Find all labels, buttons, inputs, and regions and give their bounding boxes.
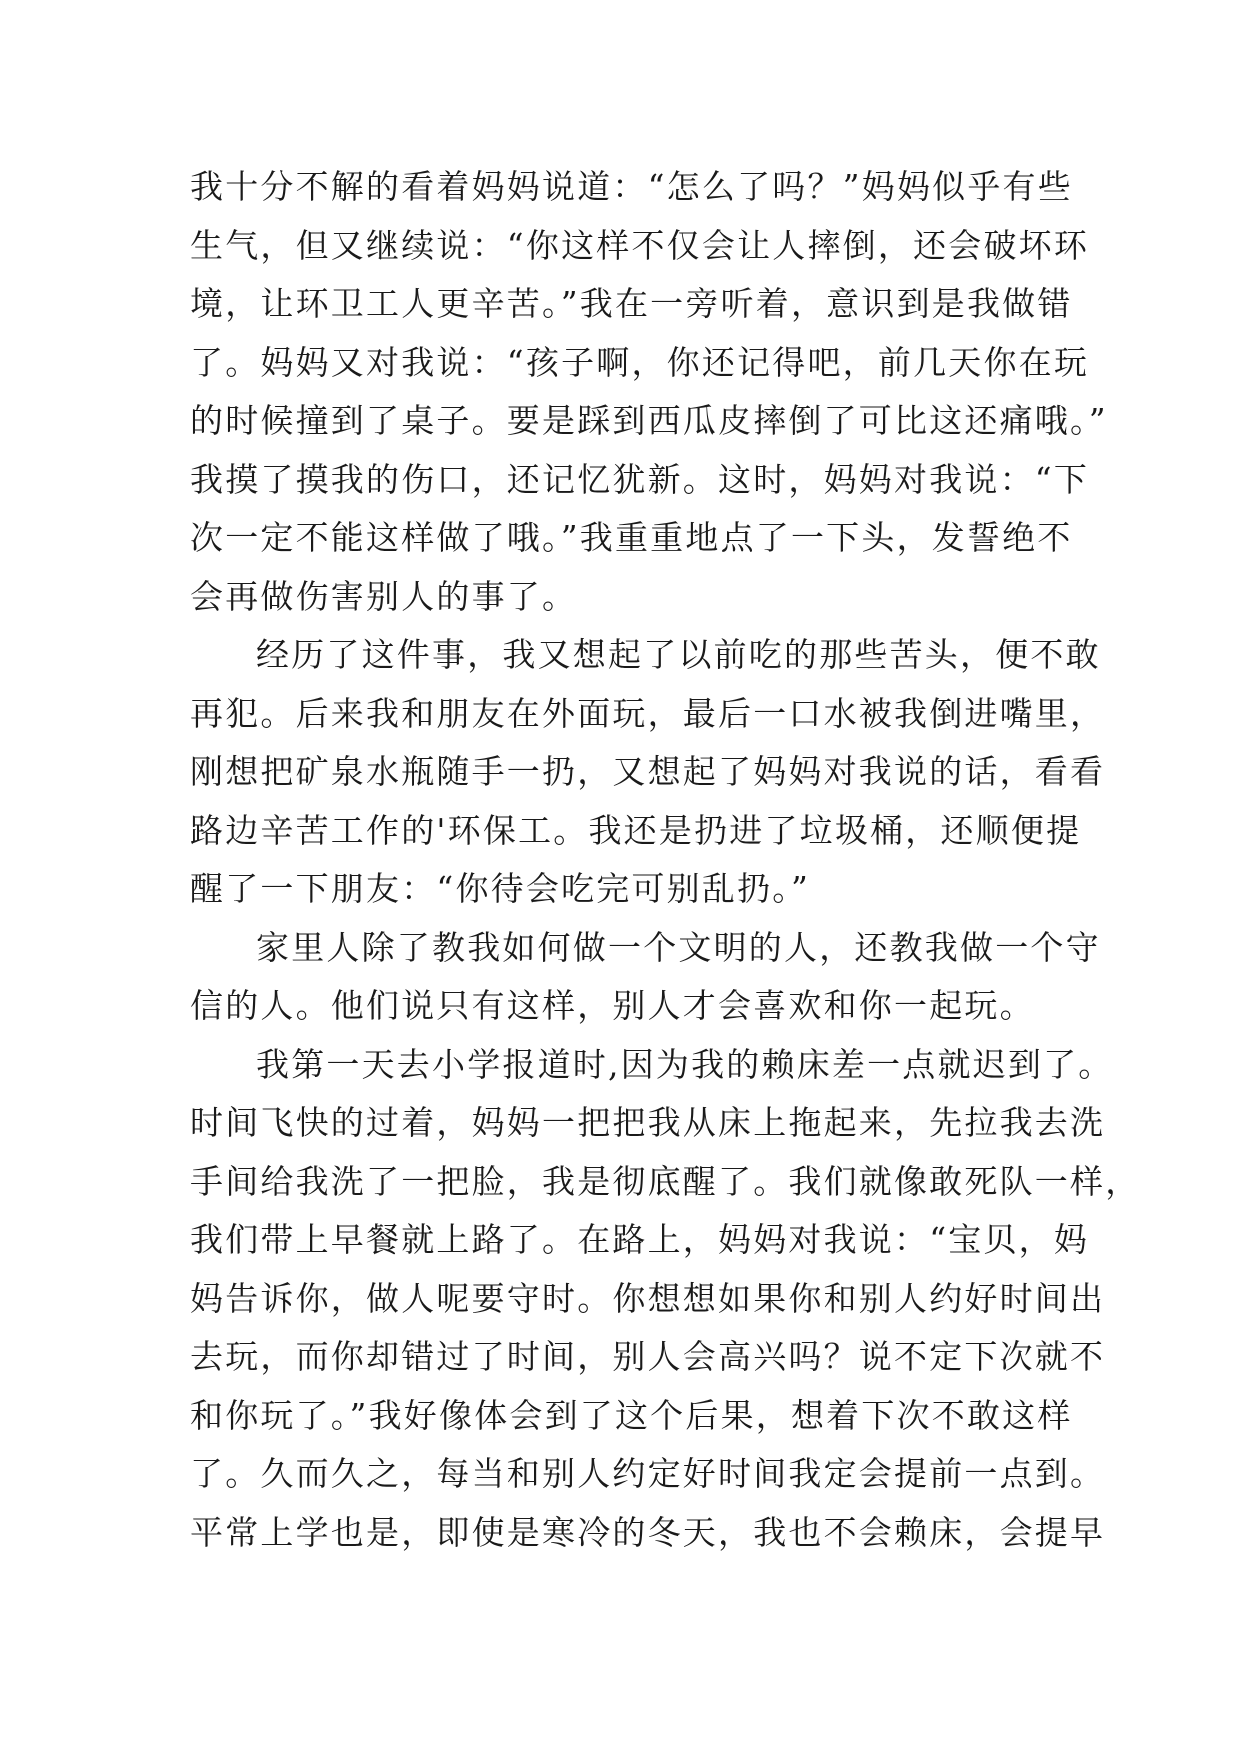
text-line: 我们带上早餐就上路了。在路上，妈妈对我说：“宝贝，妈 (190, 1220, 1090, 1259)
text-line: 境，让环卫工人更辛苦。”我在一旁听着，意识到是我做错 (190, 284, 1073, 323)
text-line: 信的人。他们说只有这样，别人才会喜欢和你一起玩。 (190, 986, 1035, 1025)
text-line: 了。妈妈又对我说：“孩子啊，你还记得吧，前几天你在玩 (190, 342, 1090, 382)
text-line: 的时候撞到了桌子。要是踩到西瓜皮摔倒了可比这还痛哦。” (190, 401, 1108, 440)
text-line: 经历了这件事，我又想起了以前吃的那些苦头，便不敢 (256, 635, 1101, 674)
text-line: 去玩，而你却错过了时间，别人会高兴吗？说不定下次就不 (190, 1337, 1106, 1376)
text-line: 会再做伤害别人的事了。 (190, 576, 578, 616)
text-line: 时间飞快的过着，妈妈一把把我从床上拖起来，先拉我去洗 (190, 1103, 1106, 1142)
essay-body (190, 158, 1141, 1562)
text-line: 路边辛苦工作的'环保工。我还是扔进了垃圾桶，还顺便提 (190, 810, 1082, 850)
text-line: 手间给我洗了一把脸，我是彻底醒了。我们就像敢死队一样， (190, 1161, 1141, 1201)
text-line: 平常上学也是，即使是寒冷的冬天，我也不会赖床，会提早 (190, 1512, 1106, 1552)
text-line: 了。久而久之，每当和别人约定好时间我定会提前一点到。 (190, 1454, 1106, 1493)
text-line: 醒了一下朋友：“你待会吃完可别乱扔。” (190, 869, 811, 908)
text-line: 再犯。后来我和朋友在外面玩，最后一口水被我倒进嘴里， (190, 693, 1106, 733)
text-line: 我十分不解的看着妈妈说道：“怎么了吗？”妈妈似乎有些 (190, 167, 1073, 206)
text-line: 家里人除了教我如何做一个文明的人，还教我做一个守 (256, 927, 1101, 967)
text-line: 我摸了摸我的伤口，还记忆犹新。这时，妈妈对我说：“下 (190, 459, 1090, 499)
text-line: 刚想把矿泉水瓶随手一扔，又想起了妈妈对我说的话，看看 (190, 752, 1106, 791)
text-line: 生气，但又继续说：“你这样不仅会让人摔倒，还会破坏环 (190, 225, 1090, 265)
text-line: 我第一天去小学报道时,因为我的赖床差一点就迟到了。 (256, 1044, 1114, 1084)
text-line: 和你玩了。”我好像体会到了这个后果，想着下次不敢这样 (190, 1395, 1073, 1435)
text-line: 妈告诉你，做人呢要守时。你想想如果你和别人约好时间出 (190, 1278, 1106, 1318)
text-line: 次一定不能这样做了哦。”我重重地点了一下头，发誓绝不 (190, 518, 1073, 557)
